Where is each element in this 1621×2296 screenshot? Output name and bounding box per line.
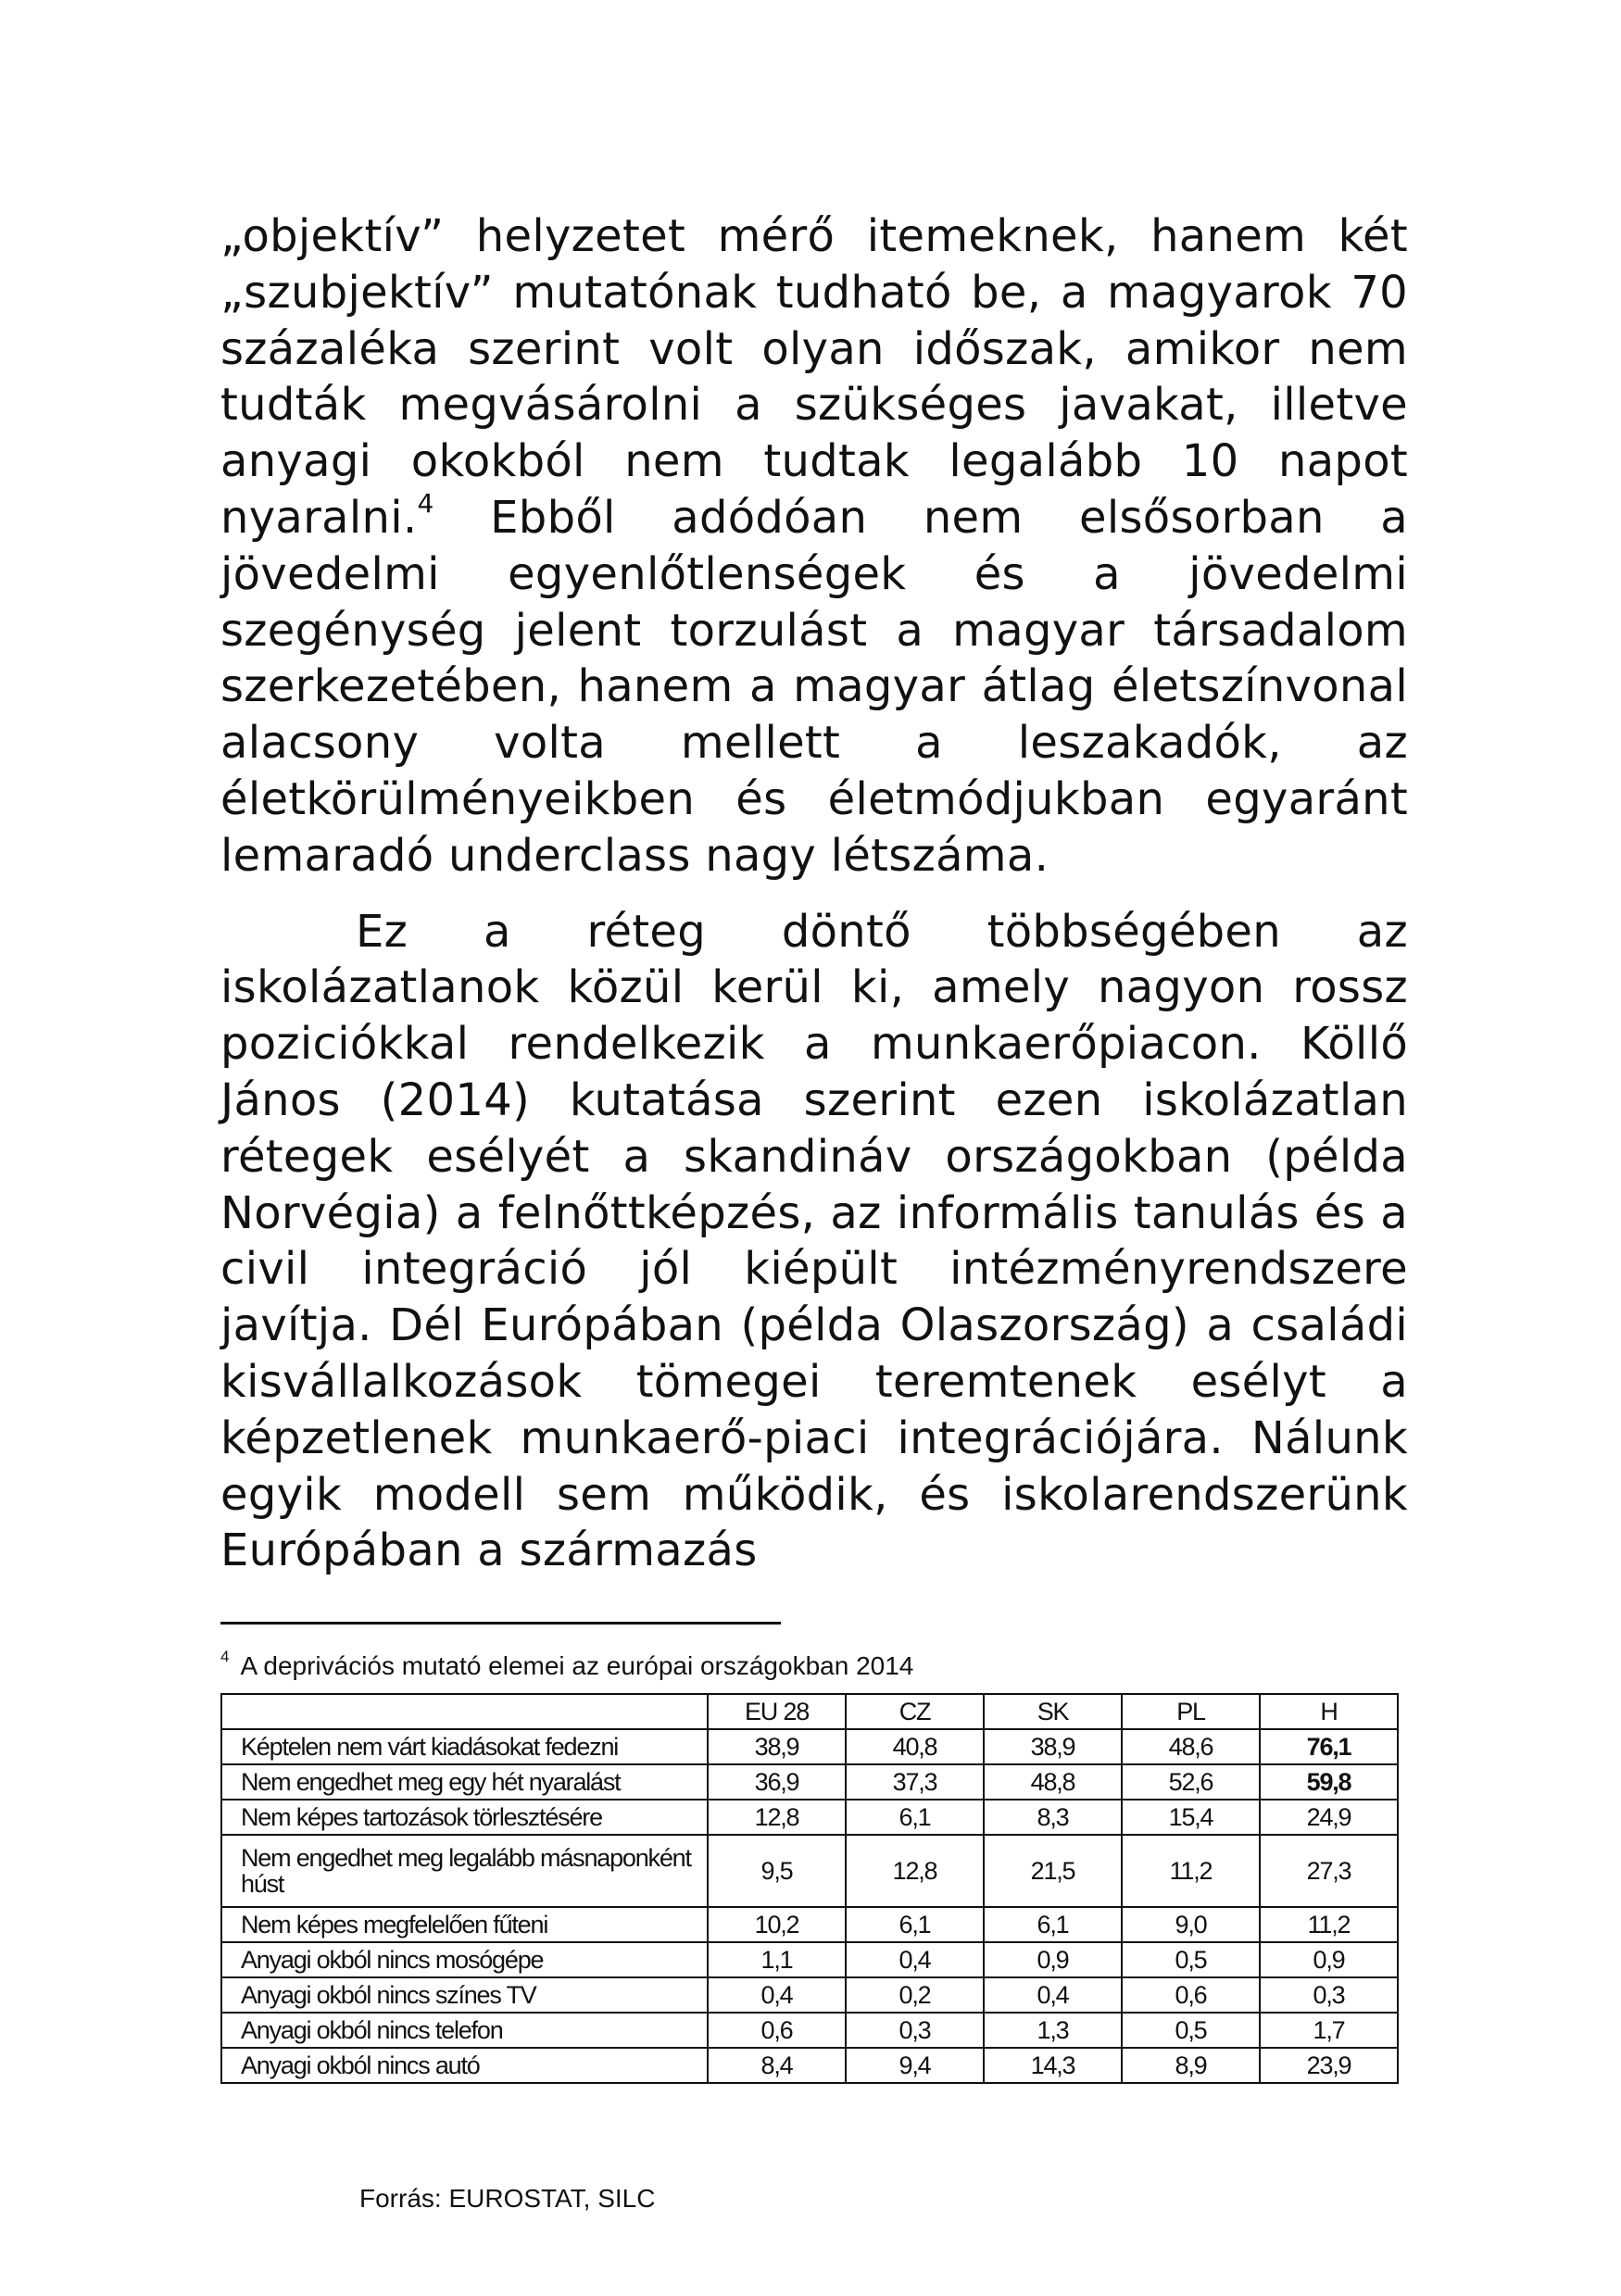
table-cell: 6,1 — [984, 1907, 1122, 1942]
table-cell: 0,9 — [1260, 1942, 1398, 1977]
table-cell: 8,9 — [1122, 2048, 1260, 2083]
table-cell: 21,5 — [984, 1835, 1122, 1907]
table-cell: 48,6 — [1122, 1729, 1260, 1764]
row-label: Anyagi okból nincs mosógépe — [221, 1942, 708, 1977]
footnote-title-text: A deprivációs mutató elemei az európai országokban 2014 — [240, 1651, 914, 1680]
table-cell: 1,3 — [984, 2013, 1122, 2048]
table-row — [221, 2048, 1398, 2083]
table-cell: 1,1 — [708, 1942, 846, 1977]
table-header-cell: PL — [1122, 1694, 1260, 1729]
table-row — [221, 1977, 1398, 2013]
footnote-reference[interactable]: 4 — [417, 487, 434, 519]
table-cell: 9,0 — [1122, 1907, 1260, 1942]
table-cell: 0,6 — [708, 2013, 846, 2048]
table-cell: 6,1 — [846, 1800, 984, 1835]
table-cell: 36,9 — [708, 1764, 846, 1800]
table-header-cell: CZ — [846, 1694, 984, 1729]
paragraph-2: Ez a réteg döntő többségében az iskolázatlanok közül kerül ki, amely nagyon rossz poziciókkal rendelkezik a munkaerőpiacon. Köllő János (2014) kutatása szerint ezen iskolázatlan rétegek esélyét a skandináv országokban (példa Norvégia) a felnőttképzés, az informális tanulás és a civil integráció jól kiépült intézményrendszere javítja. Dél Európában (példa Olaszország) a családi kisvállalkozások tömegei teremtenek esélyt a képzetlenek munkaerő-piaci integrációjára. Nálunk egyik modell sem működik, és iskolarendszerünk Európában a származás — [220, 905, 1408, 1577]
table-row — [221, 1764, 1398, 1800]
table-row — [221, 1907, 1398, 1942]
footnote-separator — [220, 1622, 781, 1625]
table-cell: 0,4 — [984, 1977, 1122, 2013]
table-cell: 9,5 — [708, 1835, 846, 1907]
table-cell: 0,9 — [984, 1942, 1122, 1977]
table-cell: 8,4 — [708, 2048, 846, 2083]
table-cell: 0,2 — [846, 1977, 984, 2013]
row-label: Nem engedhet meg egy hét nyaralást — [221, 1764, 708, 1800]
table-source: Forrás: EUROSTAT, SILC — [359, 2184, 656, 2213]
table-row — [221, 1835, 1398, 1907]
table-cell: 0,6 — [1122, 1977, 1260, 2013]
table-cell: 0,3 — [1260, 1977, 1398, 2013]
row-label: Nem képes megfelelően fűteni — [221, 1907, 708, 1942]
body-text — [220, 208, 1408, 1579]
table-cell: 0,4 — [846, 1942, 984, 1977]
table-header-cell: SK — [984, 1694, 1122, 1729]
table-cell: 0,4 — [708, 1977, 846, 2013]
table-cell: 14,3 — [984, 2048, 1122, 2083]
table-cell: 48,8 — [984, 1764, 1122, 1800]
table-cell: 6,1 — [846, 1907, 984, 1942]
table-cell: 38,9 — [984, 1729, 1122, 1764]
row-label: Nem képes tartozások törlesztésére — [221, 1800, 708, 1835]
paragraph-1-part-b: Ebből adódóan nem elsősorban a jövedelmi egyenlőtlenségek és a jövedelmi szegénység jelent torzulást a magyar társadalom szerkezetében, hanem a magyar átlag életszínvonal alacsony volta mellett a leszakadók, az életkörülményeikben és életmódjukban egyaránt lemaradó underclass nagy létszáma. — [220, 491, 1408, 882]
table-cell: 12,8 — [846, 1835, 984, 1907]
table-row — [221, 1942, 1398, 1977]
table-cell: 0,5 — [1122, 1942, 1260, 1977]
paragraph-1 — [220, 208, 1408, 885]
row-label: Képtelen nem várt kiadásokat fedezni — [221, 1729, 708, 1764]
table-header-cell: EU 28 — [708, 1694, 846, 1729]
table-cell: 15,4 — [1122, 1800, 1260, 1835]
table-cell-highlight: 59,8 — [1260, 1764, 1398, 1800]
table-cell: 11,2 — [1122, 1835, 1260, 1907]
table-cell: 37,3 — [846, 1764, 984, 1800]
table-header-cell: H — [1260, 1694, 1398, 1729]
table-cell: 0,5 — [1122, 2013, 1260, 2048]
table-cell: 12,8 — [708, 1800, 846, 1835]
table-cell: 0,3 — [846, 2013, 984, 2048]
table-cell: 10,2 — [708, 1907, 846, 1942]
table-cell: 40,8 — [846, 1729, 984, 1764]
table-cell: 52,6 — [1122, 1764, 1260, 1800]
table-cell: 9,4 — [846, 2048, 984, 2083]
paragraph-1-part-a: „objektív” helyzetet mérő itemeknek, hanem két „szubjektív” mutatónak tudható be, a magyarok 70 százaléka szerint volt olyan időszak, amikor nem tudták megvásárolni a szükséges javakat, illetve anyagi okokból nem tudtak legalább 10 napot nyaralni. — [220, 210, 1408, 544]
footnote-title — [220, 1648, 914, 1681]
table-cell: 8,3 — [984, 1800, 1122, 1835]
table-cell: 24,9 — [1260, 1800, 1398, 1835]
table-row — [221, 1729, 1398, 1764]
table-row — [221, 2013, 1398, 2048]
table-cell: 11,2 — [1260, 1907, 1398, 1942]
row-label: Anyagi okból nincs telefon — [221, 2013, 708, 2048]
row-label: Anyagi okból nincs színes TV — [221, 1977, 708, 2013]
table-cell: 23,9 — [1260, 2048, 1398, 2083]
table-cell: 38,9 — [708, 1729, 846, 1764]
table-header-cell — [221, 1694, 708, 1729]
footnote-number: 4 — [220, 1648, 230, 1665]
row-label: Anyagi okból nincs autó — [221, 2048, 708, 2083]
table-cell-highlight: 76,1 — [1260, 1729, 1398, 1764]
table-cell: 27,3 — [1260, 1835, 1398, 1907]
deprivation-table — [220, 1693, 1399, 2084]
row-label: Nem engedhet meg legalább másnaponként húst — [221, 1835, 708, 1907]
table-cell: 1,7 — [1260, 2013, 1398, 2048]
table-row — [221, 1800, 1398, 1835]
table-header-row — [221, 1694, 1398, 1729]
